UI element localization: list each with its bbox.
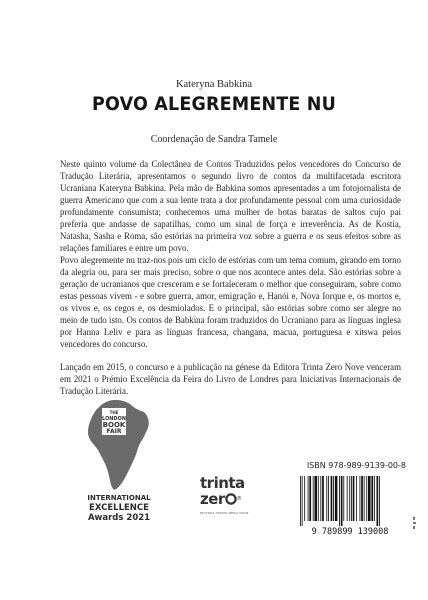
barcode-bar — [304, 476, 305, 521]
barcode-bar — [328, 476, 329, 521]
barcode-bar — [349, 476, 350, 521]
barcode-bar — [371, 476, 373, 521]
barcode-bar — [366, 476, 367, 521]
barcode-bar — [339, 476, 340, 526]
barcode-bar — [302, 476, 303, 526]
isbn-barcode — [292, 474, 408, 536]
london-book-fair-award-logo — [80, 398, 158, 548]
barcode-bar — [318, 476, 319, 521]
publisher-logo-word-2: zer — [200, 490, 225, 508]
barcode-bar — [335, 476, 338, 521]
badge-line-1: THE — [109, 410, 119, 415]
trademark-symbol: ® — [236, 496, 242, 502]
publisher-logo-word-1: trinta — [200, 474, 245, 492]
barcode-bar — [374, 476, 375, 521]
barcode-bar — [331, 476, 333, 521]
blurb-paragraph-3: Lançado em 2015, o concurso e a publicação na génese da Editora Trinta Zero Nove venceram em 2021 o Prémio Excelência da Feira do Livro de Londres para Iniciativas Internacionais de Tradução Literária. — [60, 362, 401, 396]
barcode-bar — [351, 476, 352, 521]
barcode-bar — [364, 476, 365, 521]
publisher-logo — [200, 475, 270, 545]
barcode-bar — [300, 476, 301, 526]
barcode-bar — [308, 476, 309, 521]
spine-glyph-icon — [412, 516, 418, 530]
blurb-text — [60, 158, 401, 397]
barcode-bar — [361, 476, 363, 521]
barcode-bar — [322, 476, 324, 521]
barcode-bar — [379, 476, 380, 526]
spine-mark — [412, 516, 418, 530]
barcode-bar — [360, 476, 361, 521]
barcode-bar — [347, 476, 348, 521]
badge-line-3: BOOK — [102, 421, 126, 429]
barcode-digits: 9 789899 139008 — [311, 527, 389, 536]
barcode-bar — [333, 476, 334, 521]
barcode-bar — [353, 476, 355, 521]
blurb-paragraph-1: Neste quinto volume da Colectânea de Contos Traduzidos pelos vencedores do Concurso de Tradução Literária, apresentamos o segundo livro de contos da multifacetada escritora Ucraniana Kateryna Babkina. Pela mão de Babkina somos apresentados a um fotojornalista de guerra Americano que com a sua lente trata a dor profundamente pessoal com uma curiosidade profundamente consumista; conhecemos uma mulher de botas baratas de saltos cujo pai preferia que andasse de sapatilhas, como um sinal de força e irreverência. As de Kostia, Natasha, Sasha e Roma, são estórias na primeira voz sobre a guerra e os seus efeitos sobre as relações familiares e entre um povo. — [60, 159, 401, 253]
award-line-1: INTERNATIONAL — [87, 494, 151, 502]
barcode-bar — [356, 476, 357, 521]
award-line-3: Awards 2021 — [87, 512, 151, 523]
publisher-subtitle: EDITORA TRINTA ZERO NOVE — [200, 511, 249, 515]
barcode-bar — [341, 476, 343, 526]
author-name: Kateryna Babkina — [175, 79, 253, 90]
badge-line-4: FAIR — [106, 428, 122, 435]
isbn-label: ISBN 978-989-9139-00-8 — [306, 461, 406, 470]
barcode-bar — [326, 476, 327, 521]
barcode-bar — [343, 476, 344, 521]
barcode-bar — [309, 476, 311, 521]
africa-map-icon — [84, 398, 154, 494]
coordination-credit: Coordenação de Sandra Tamele — [150, 134, 278, 145]
book-title: POVO ALEGREMENTE NU — [92, 93, 336, 115]
barcode-bar — [313, 476, 314, 521]
badge-line-2: LONDON — [101, 416, 127, 422]
blurb-paragraph-2: Povo alegremente nu traz-nos pois um ciclo de estórias com um tema comum, girando em torno da alegria ou, para ser mais preciso, sobre o que nos acontece antes dela. São estórias sobre a geração de ucranianos que cresceram e se fortaleceram o melhor que conseguiram, sobre como estas pessoas vivem - e sobre guerra, amor, emigração e, Hanói e, Nova Iorque e, os mortos e, os vivos e, os cegos e, os desmiolados. E o principal, são estórias sobre como ser alegre no meio de tudo isto. Os contos de Babkina foram traduzidos do Ucraniano para as línguas inglesa por Hanna Leliv e para as línguas francesa, changana, macua, portuguesa e xitswa pelos vencedores do concurso. — [60, 255, 401, 349]
nine-circle-icon — [225, 493, 237, 505]
barcode-bar — [320, 476, 321, 521]
barcode-bar — [314, 476, 317, 521]
award-line-2: EXCELLENCE — [89, 502, 149, 513]
barcode-bar — [368, 476, 371, 521]
barcode-bar — [377, 476, 379, 526]
